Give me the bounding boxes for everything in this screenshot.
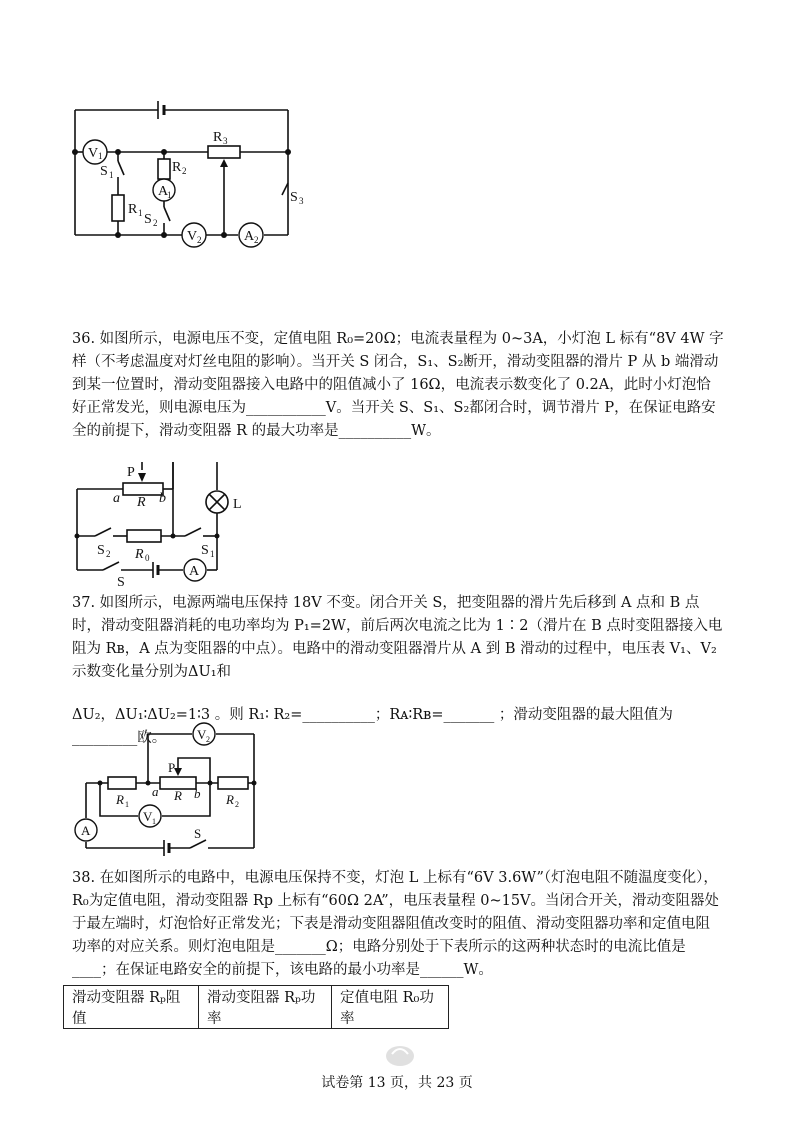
svg-text:R: R xyxy=(137,495,146,510)
svg-text:3: 3 xyxy=(223,136,228,146)
svg-text:1: 1 xyxy=(109,170,114,180)
svg-text:2: 2 xyxy=(206,735,210,744)
page-footer: 试卷第 13 页，共 23 页 xyxy=(321,1075,473,1091)
question-text: 如图所示，电源两端电压保持 18V 不变。闭合开关 S，把变阻器的滑片先后移到 A 点和 B 点时，滑动变阻器消耗的电功率均为 P₁=2W，前后两次电流之比为 1∶2（滑片在 B 点时变阻器接入电阻为 Rʙ，A 点为变阻器的中点）。电路中的滑动变阻器滑片从 A 到 B 滑动的过程中，电压表 V₁、V₂示数变化量分别为ΔU₁和 xyxy=(72,595,723,680)
svg-text:L: L xyxy=(233,497,242,512)
svg-text:R: R xyxy=(128,202,138,217)
svg-text:a: a xyxy=(152,784,159,799)
svg-text:1: 1 xyxy=(138,208,143,218)
svg-text:1: 1 xyxy=(125,800,129,809)
svg-text:V: V xyxy=(187,229,198,244)
svg-text:A: A xyxy=(81,823,91,838)
circuit-diagram-37 xyxy=(70,720,270,865)
svg-text:1: 1 xyxy=(152,817,156,826)
svg-text:R: R xyxy=(135,547,144,562)
svg-text:2: 2 xyxy=(197,235,202,245)
svg-text:2: 2 xyxy=(106,549,111,559)
svg-text:b: b xyxy=(194,786,201,801)
svg-text:R: R xyxy=(213,130,223,145)
svg-text:1: 1 xyxy=(210,549,215,559)
svg-text:2: 2 xyxy=(235,800,239,809)
question-number: 37. xyxy=(72,595,96,611)
label-v1: V xyxy=(88,146,99,161)
question-number: 36. xyxy=(72,331,96,347)
svg-text:1: 1 xyxy=(98,151,103,161)
table-header-cell: 定值电阻 R₀功率 xyxy=(332,986,449,1029)
svg-text:R: R xyxy=(226,792,234,807)
question-36 xyxy=(72,328,724,443)
svg-text:S: S xyxy=(97,543,105,558)
question-number: 38. xyxy=(72,870,96,886)
table-header-cell: 滑动变阻器 Rₚ功率 xyxy=(199,986,332,1029)
svg-text:S: S xyxy=(100,164,108,179)
svg-text:0: 0 xyxy=(145,553,150,563)
svg-text:2: 2 xyxy=(153,218,158,228)
svg-text:S: S xyxy=(201,543,209,558)
svg-text:a: a xyxy=(113,491,120,506)
svg-text:R: R xyxy=(174,788,182,803)
svg-text:S: S xyxy=(290,190,298,205)
svg-text:1: 1 xyxy=(167,190,172,200)
svg-text:2: 2 xyxy=(182,166,187,176)
question-text-2: ΔU₂，ΔU₁∶ΔU₂=1∶3 。则 R₁∶ R₂=__________；Rᴀ∶Rʙ=_______ ；滑动变阻器的最大阻值为_________欧。 xyxy=(72,707,673,746)
question-38 xyxy=(72,867,724,982)
svg-text:3: 3 xyxy=(299,196,304,206)
question-text: 如图所示，电源电压不变，定值电阻 R₀=20Ω；电流表量程为 0~3A，小灯泡 L 标有“8V 4W 字样（不考虑温度对灯丝电阻的影响）。当开关 S 闭合，S₁、S₂断开，滑动变阻器的滑片 P 从 b 端滑动到某一位置时，滑动变阻器接入电路中的阻值减小了 16Ω，电流表示数变化了 0.2A，此时小灯泡恰好正常发光，则电源电压为___________V。当开关 S、S₁、S₂都闭合时，调节滑片 P，在保证电路安全的前提下，滑动变阻器 R 的最大功率是__________W。 xyxy=(72,331,724,439)
svg-text:2: 2 xyxy=(254,235,259,245)
svg-text:S: S xyxy=(144,212,152,227)
circuit-diagram-35 xyxy=(60,95,310,255)
svg-text:A: A xyxy=(244,229,255,244)
svg-text:S: S xyxy=(117,575,125,590)
table-header-cell: 滑动变阻器 Rₚ阻值 xyxy=(64,986,199,1029)
svg-text:R: R xyxy=(172,160,182,175)
svg-text:V: V xyxy=(143,809,153,824)
svg-text:b: b xyxy=(159,491,166,506)
svg-text:P: P xyxy=(168,760,176,775)
circuit-diagram-36 xyxy=(65,462,255,592)
svg-text:R: R xyxy=(116,792,124,807)
data-table xyxy=(63,985,449,1029)
svg-text:V: V xyxy=(197,727,207,742)
svg-text:S: S xyxy=(194,826,202,841)
question-text: 在如图所示的电路中，电源电压保持不变，灯泡 L 上标有“6V 3.6W”（灯泡电阻不随温度变化），R₀为定值电阻，滑动变阻器 Rp 上标有“60Ω 2A”，电压表量程 0~15V。当闭合开关，滑动变阻器处于最左端时，灯泡恰好正常发光；下表是滑动变阻器阻值改变时的阻值、滑动变阻器功率和定值电阻功率的对应关系。则灯泡电阻是_______Ω；电路分别处于下表所示的这两种状态时的电流比值是____；在保证电路安全的前提下，该电路的最小功率是______W。 xyxy=(72,870,720,978)
svg-text:P: P xyxy=(127,465,135,480)
svg-text:A: A xyxy=(158,184,169,199)
svg-text:A: A xyxy=(189,564,200,579)
table-row xyxy=(64,986,449,1029)
